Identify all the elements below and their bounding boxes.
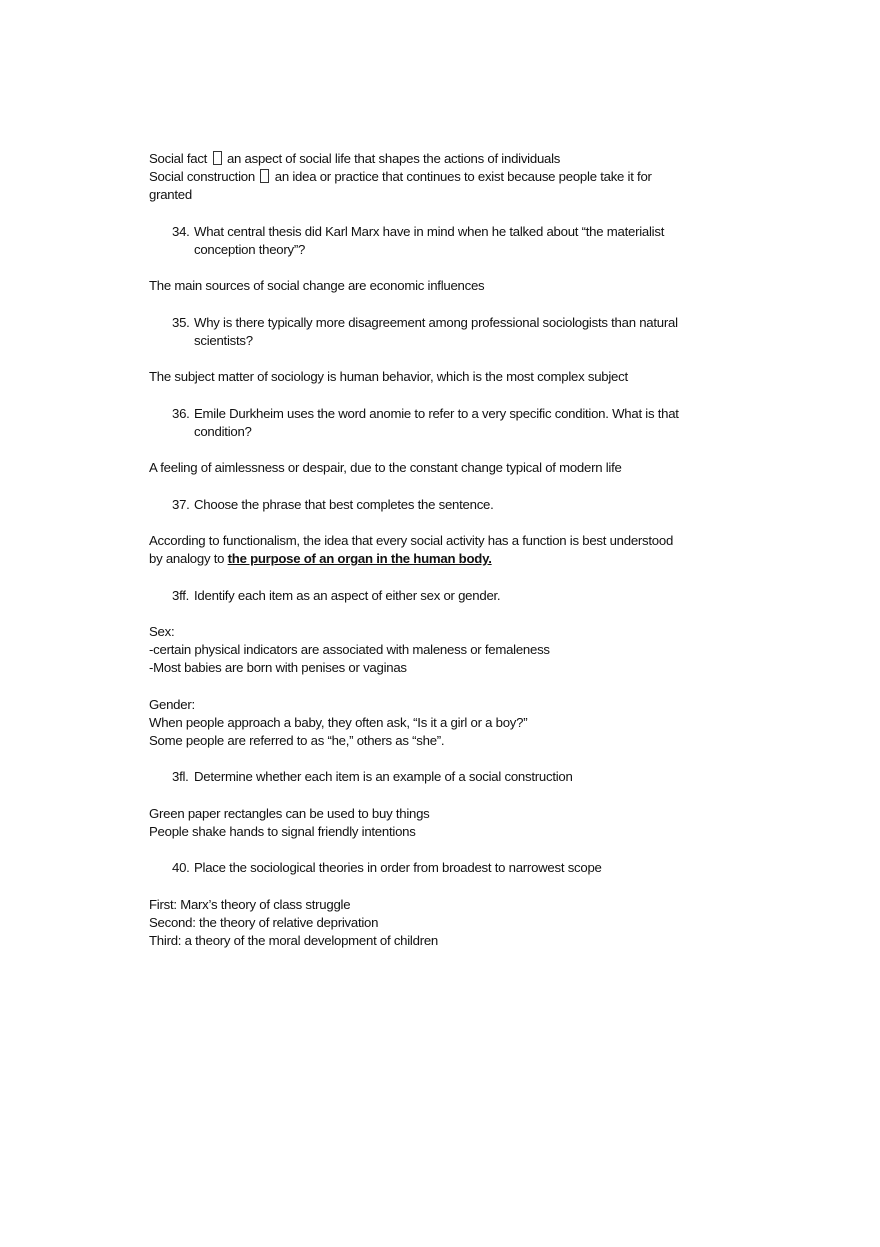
sex-item: -certain physical indicators are associated with maleness or femaleness bbox=[149, 642, 550, 658]
definition-text: an idea or practice that continues to exist because people take it for bbox=[274, 169, 652, 185]
definition-text: an aspect of social life that shapes the actions of individuals bbox=[226, 151, 561, 166]
document-body bbox=[149, 150, 749, 950]
answer-35: The subject matter of sociology is human behavior, which is the most complex subject bbox=[149, 369, 628, 385]
question-number: 3ff. bbox=[172, 587, 190, 603]
sex-label: Sex: bbox=[149, 623, 175, 639]
definition-social-fact bbox=[149, 150, 749, 168]
question-number: 34. bbox=[172, 223, 190, 239]
answer-item: Green paper rectangles can be used to buy things bbox=[149, 805, 430, 821]
question-number: 36. bbox=[172, 405, 190, 421]
question-number: 3fl. bbox=[172, 769, 189, 785]
term: Social fact bbox=[149, 151, 208, 166]
question-34 bbox=[149, 223, 749, 259]
question-37 bbox=[149, 496, 749, 514]
question-number: 40. bbox=[172, 860, 190, 876]
question-text: Emile Durkheim uses the word anomie to refer to a very specific condition. What is that bbox=[194, 405, 679, 421]
definition-text-cont: granted bbox=[149, 187, 192, 203]
question-35 bbox=[149, 314, 749, 350]
question-40 bbox=[149, 859, 749, 877]
question-number: 37. bbox=[172, 496, 190, 512]
question-text: What central thesis did Karl Marx have in mind when he talked about “the materialist bbox=[194, 223, 665, 239]
answer-item: People shake hands to signal friendly intentions bbox=[149, 823, 416, 839]
question-39 bbox=[149, 768, 749, 786]
gender-label: Gender: bbox=[149, 696, 195, 712]
answer-item: First: Marx’s theory of class struggle bbox=[149, 896, 351, 912]
question-text-cont: scientists? bbox=[194, 332, 253, 348]
question-text: Determine whether each item is an example of a social construction bbox=[194, 769, 573, 785]
answer-37-text: According to functionalism, the idea that every social activity has a function is best understood bbox=[149, 532, 674, 548]
question-38 bbox=[149, 587, 749, 605]
gender-item: Some people are referred to as “he,” others as “she”. bbox=[149, 733, 445, 748]
question-text: Choose the phrase that best completes the sentence. bbox=[194, 496, 494, 512]
answer-item: Second: the theory of relative deprivation bbox=[149, 914, 379, 930]
term: Social construction bbox=[149, 169, 255, 185]
gender-item: When people approach a baby, they often ask, “Is it a girl or a boy?” bbox=[149, 714, 528, 730]
question-text: Why is there typically more disagreement among professional sociologists than natural bbox=[194, 314, 678, 330]
question-text: Place the sociological theories in order from broadest to narrowest scope bbox=[194, 860, 602, 876]
sex-item: -Most babies are born with penises or vaginas bbox=[149, 660, 407, 676]
answer-prefix: by analogy to bbox=[149, 551, 228, 567]
arrow-glyph-icon bbox=[213, 151, 222, 165]
answer-37-line2 bbox=[149, 550, 749, 568]
definition-social-construction bbox=[149, 168, 749, 186]
question-number: 35. bbox=[172, 314, 190, 330]
answer-34: The main sources of social change are economic influences bbox=[149, 278, 485, 294]
answer-36: A feeling of aimlessness or despair, due to the constant change typical of modern life bbox=[149, 460, 622, 476]
question-36 bbox=[149, 405, 749, 441]
answer-item: Third: a theory of the moral development of children bbox=[149, 933, 439, 949]
question-text-cont: condition? bbox=[194, 423, 252, 439]
question-text-cont: conception theory”? bbox=[194, 241, 306, 257]
answer-37-highlight: the purpose of an organ in the human body. bbox=[227, 551, 492, 567]
question-text: Identify each item as an aspect of either sex or gender. bbox=[194, 587, 501, 603]
arrow-glyph-icon bbox=[260, 169, 269, 183]
